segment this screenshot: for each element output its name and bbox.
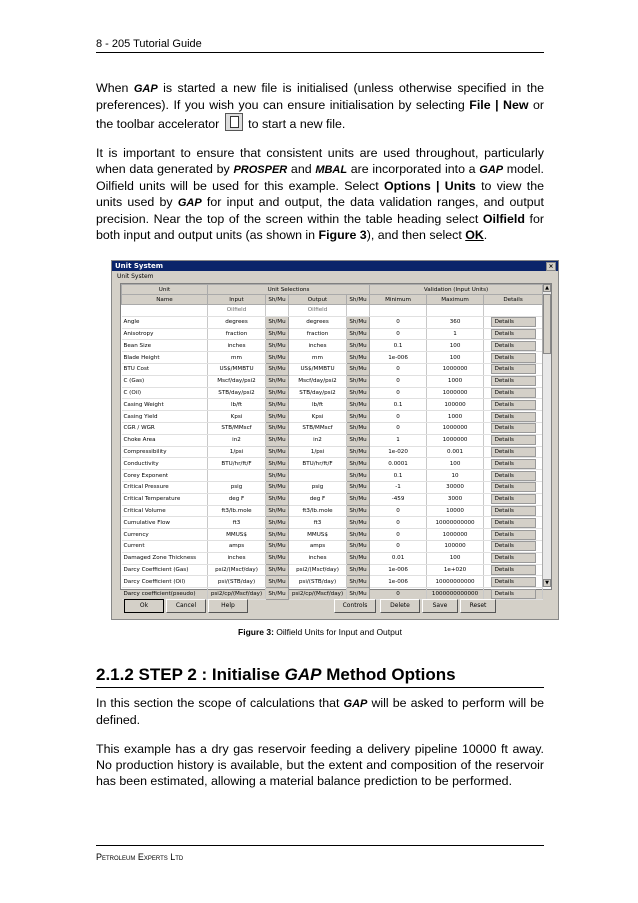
col-header-maximum: Maximum: [427, 295, 484, 305]
table-row: [122, 422, 543, 434]
maximum-cell[interactable]: 30000: [427, 481, 484, 493]
table-row: [122, 352, 543, 364]
shmu-input-button[interactable]: Sh/Mu: [266, 517, 289, 529]
details-cell: [484, 576, 543, 588]
unit-name-cell: Anisotropy: [122, 328, 208, 340]
shmu-input-button[interactable]: Sh/Mu: [266, 458, 289, 470]
details-cell: [484, 505, 543, 517]
details-button[interactable]: Details: [491, 400, 536, 410]
details-cell: [484, 517, 543, 529]
minimum-cell[interactable]: 0: [370, 588, 427, 600]
details-button[interactable]: Details: [491, 341, 536, 351]
details-cell: [484, 552, 543, 564]
unit-name-cell: Bean Size: [122, 340, 208, 352]
table-row: [122, 552, 543, 564]
minimum-cell[interactable]: 1: [370, 434, 427, 446]
page-header: 8 - 205 Tutorial Guide: [96, 38, 544, 53]
table-row: [122, 481, 543, 493]
shmu-input-button[interactable]: Sh/Mu: [266, 540, 289, 552]
close-button[interactable]: ×: [546, 262, 556, 271]
output-unit-cell[interactable]: Mscf/day/psi2: [289, 375, 347, 387]
details-button[interactable]: Details: [491, 565, 536, 575]
table-row: [122, 588, 543, 600]
units-table: [120, 283, 552, 597]
output-unit-system-select[interactable]: Oilfield: [289, 305, 347, 317]
input-unit-cell[interactable]: STB/day/psi2: [208, 387, 266, 399]
minimum-cell[interactable]: 0: [370, 375, 427, 387]
table-row: [122, 458, 543, 470]
table-row: [122, 470, 543, 482]
shmu-output-button[interactable]: Sh/Mu: [347, 363, 370, 375]
input-unit-cell[interactable]: psi2/cp/(Mscf/day): [208, 588, 266, 600]
output-unit-cell[interactable]: [289, 470, 347, 482]
maximum-cell[interactable]: 10000000000: [427, 517, 484, 529]
col-header-details: Details: [484, 295, 543, 305]
cancel-button[interactable]: Cancel: [166, 599, 206, 613]
maximum-cell[interactable]: 100: [427, 552, 484, 564]
shmu-input-button[interactable]: Sh/Mu: [266, 328, 289, 340]
shmu-output-button[interactable]: Sh/Mu: [347, 576, 370, 588]
output-unit-cell[interactable]: lb/ft: [289, 399, 347, 411]
minimum-cell[interactable]: -459: [370, 493, 427, 505]
minimum-cell[interactable]: 1e-006: [370, 352, 427, 364]
input-unit-cell[interactable]: lb/ft: [208, 399, 266, 411]
shmu-input-button[interactable]: Sh/Mu: [266, 352, 289, 364]
shmu-input-button[interactable]: Sh/Mu: [266, 470, 289, 482]
input-unit-cell[interactable]: Kpsi: [208, 411, 266, 423]
col-header-unit-selections: Unit Selections: [208, 285, 370, 295]
output-unit-cell[interactable]: psi/(STB/day): [289, 576, 347, 588]
details-cell: [484, 446, 543, 458]
table-row: [122, 387, 543, 399]
details-button[interactable]: Details: [491, 423, 536, 433]
shmu-output-button[interactable]: Sh/Mu: [347, 387, 370, 399]
minimum-cell[interactable]: 0.1: [370, 399, 427, 411]
unit-name-cell: Choke Area: [122, 434, 208, 446]
shmu-input-button[interactable]: Sh/Mu: [266, 411, 289, 423]
shmu-output-button[interactable]: Sh/Mu: [347, 340, 370, 352]
details-button[interactable]: Details: [491, 518, 536, 528]
controls-button[interactable]: Controls: [334, 599, 376, 613]
table-row: [122, 446, 543, 458]
unit-name-cell: C (Oil): [122, 387, 208, 399]
minimum-cell[interactable]: 0: [370, 411, 427, 423]
details-cell: [484, 481, 543, 493]
details-cell: [484, 352, 543, 364]
maximum-cell[interactable]: 1: [427, 328, 484, 340]
shmu-input-button[interactable]: Sh/Mu: [266, 387, 289, 399]
shmu-input-button[interactable]: Sh/Mu: [266, 340, 289, 352]
unit-name-cell: Current: [122, 540, 208, 552]
delete-button[interactable]: Delete: [380, 599, 420, 613]
unit-name-cell: Casing Yield: [122, 411, 208, 423]
unit-name-cell: Casing Weight: [122, 399, 208, 411]
details-cell: [484, 422, 543, 434]
shmu-output-button[interactable]: Sh/Mu: [347, 328, 370, 340]
input-unit-cell[interactable]: psig: [208, 481, 266, 493]
table-row: [122, 505, 543, 517]
maximum-cell[interactable]: 360: [427, 316, 484, 328]
maximum-cell[interactable]: 10: [427, 470, 484, 482]
maximum-cell[interactable]: 1000: [427, 411, 484, 423]
unit-name-cell: Blade Height: [122, 352, 208, 364]
output-unit-cell[interactable]: inches: [289, 340, 347, 352]
minimum-cell[interactable]: 0: [370, 505, 427, 517]
unit-system-dialog: [111, 260, 559, 620]
maximum-cell[interactable]: 3000: [427, 493, 484, 505]
input-unit-cell[interactable]: psi2/(Mscf/day): [208, 564, 266, 576]
input-unit-cell[interactable]: degrees: [208, 316, 266, 328]
unit-name-cell: CGR / WGR: [122, 422, 208, 434]
col-header-shmu-input: Sh/Mu: [266, 295, 289, 305]
minimum-cell[interactable]: 0: [370, 363, 427, 375]
input-unit-cell[interactable]: ft3/lb.mole: [208, 505, 266, 517]
details-button[interactable]: Details: [491, 494, 536, 504]
table-row: [122, 328, 543, 340]
col-header-output: Output: [289, 295, 347, 305]
output-unit-cell[interactable]: MMUS$: [289, 529, 347, 541]
shmu-output-button[interactable]: Sh/Mu: [347, 399, 370, 411]
group-title: Unit System: [117, 273, 154, 280]
unit-name-cell: Critical Temperature: [122, 493, 208, 505]
output-unit-cell[interactable]: STB/day/psi2: [289, 387, 347, 399]
minimum-cell[interactable]: 0: [370, 387, 427, 399]
input-unit-cell[interactable]: fraction: [208, 328, 266, 340]
input-unit-cell[interactable]: amps: [208, 540, 266, 552]
details-cell: [484, 363, 543, 375]
unit-name-cell: Critical Pressure: [122, 481, 208, 493]
shmu-output-button[interactable]: Sh/Mu: [347, 564, 370, 576]
details-button[interactable]: Details: [491, 364, 536, 374]
input-unit-cell[interactable]: [208, 470, 266, 482]
shmu-output-button[interactable]: Sh/Mu: [347, 375, 370, 387]
details-button[interactable]: Details: [491, 577, 536, 587]
minimum-cell[interactable]: 0.0001: [370, 458, 427, 470]
maximum-cell[interactable]: 0.001: [427, 446, 484, 458]
ok-button[interactable]: Ok: [124, 599, 164, 613]
minimum-cell[interactable]: 0: [370, 540, 427, 552]
minimum-cell[interactable]: 0: [370, 422, 427, 434]
maximum-cell[interactable]: 1000000: [427, 434, 484, 446]
scroll-thumb[interactable]: [543, 294, 551, 354]
dialog-titlebar: [112, 261, 558, 271]
input-unit-cell[interactable]: inches: [208, 340, 266, 352]
shmu-input-button[interactable]: Sh/Mu: [266, 493, 289, 505]
table-row: [122, 399, 543, 411]
table-row: [122, 375, 543, 387]
shmu-input-button[interactable]: Sh/Mu: [266, 552, 289, 564]
paragraph-scope: In this section the scope of calculations that GAP will be asked to perform will be defined.: [96, 696, 544, 727]
menu-options-units: Options | Units: [383, 179, 476, 193]
unit-name-cell: Conductivity: [122, 458, 208, 470]
input-unit-cell[interactable]: 1/psi: [208, 446, 266, 458]
col-header-input: Input: [208, 295, 266, 305]
maximum-cell[interactable]: 100: [427, 352, 484, 364]
input-unit-cell[interactable]: inches: [208, 552, 266, 564]
output-unit-cell[interactable]: deg F: [289, 493, 347, 505]
shmu-output-button[interactable]: Sh/Mu: [347, 493, 370, 505]
minimum-cell[interactable]: 0: [370, 316, 427, 328]
details-button[interactable]: Details: [491, 317, 536, 327]
unit-name-cell: BTU Cost: [122, 363, 208, 375]
details-button[interactable]: Details: [491, 589, 536, 599]
scroll-down-icon[interactable]: ▼: [543, 579, 551, 587]
minimum-cell[interactable]: 1e-006: [370, 576, 427, 588]
details-cell: [484, 588, 543, 600]
details-button[interactable]: Details: [491, 553, 536, 563]
details-cell: [484, 540, 543, 552]
shmu-input-button[interactable]: Sh/Mu: [266, 529, 289, 541]
shmu-output-button[interactable]: Sh/Mu: [347, 316, 370, 328]
maximum-cell[interactable]: 1000000: [427, 363, 484, 375]
shmu-output-button[interactable]: Sh/Mu: [347, 470, 370, 482]
unit-name-cell: Darcy Coefficient (Oil): [122, 576, 208, 588]
input-unit-cell[interactable]: deg F: [208, 493, 266, 505]
maximum-cell[interactable]: 1000000: [427, 387, 484, 399]
output-unit-cell[interactable]: BTU/hr/ft/F: [289, 458, 347, 470]
shmu-input-button[interactable]: Sh/Mu: [266, 316, 289, 328]
details-cell: [484, 470, 543, 482]
input-unit-cell[interactable]: BTU/hr/ft/F: [208, 458, 266, 470]
shmu-output-button[interactable]: Sh/Mu: [347, 481, 370, 493]
unit-name-cell: Critical Volume: [122, 505, 208, 517]
output-unit-cell[interactable]: psi2/(Mscf/day): [289, 564, 347, 576]
shmu-input-button[interactable]: Sh/Mu: [266, 446, 289, 458]
details-button[interactable]: Details: [491, 353, 536, 363]
output-unit-cell[interactable]: US$/MMBTU: [289, 363, 347, 375]
minimum-cell[interactable]: 0.1: [370, 470, 427, 482]
output-unit-cell[interactable]: ft3: [289, 517, 347, 529]
output-unit-cell[interactable]: STB/MMscf: [289, 422, 347, 434]
maximum-cell[interactable]: 100000: [427, 399, 484, 411]
paragraph-new-file: When GAP is started a new file is initialised (unless otherwise specified in the preferences). If you wish you can ensure initialisation by selecting File | New or the toolbar accelerator to start a new file.: [96, 81, 545, 131]
output-unit-cell[interactable]: fraction: [289, 328, 347, 340]
output-unit-cell[interactable]: mm: [289, 352, 347, 364]
details-cell: [484, 411, 543, 423]
shmu-input-button[interactable]: Sh/Mu: [266, 588, 289, 600]
input-unit-cell[interactable]: mm: [208, 352, 266, 364]
shmu-output-button[interactable]: Sh/Mu: [347, 517, 370, 529]
shmu-output-button[interactable]: Sh/Mu: [347, 588, 370, 600]
details-cell: [484, 458, 543, 470]
unit-name-cell: Angle: [122, 316, 208, 328]
output-unit-cell[interactable]: inches: [289, 552, 347, 564]
details-button[interactable]: Details: [491, 471, 536, 481]
details-cell: [484, 399, 543, 411]
details-cell: [484, 434, 543, 446]
input-unit-cell[interactable]: ft3: [208, 517, 266, 529]
unit-name-cell: Compressibility: [122, 446, 208, 458]
details-cell: [484, 564, 543, 576]
table-row: [122, 363, 543, 375]
unit-name-cell: C (Gas): [122, 375, 208, 387]
minimum-cell[interactable]: 1e-020: [370, 446, 427, 458]
help-button[interactable]: Help: [208, 599, 248, 613]
minimum-cell[interactable]: 0: [370, 328, 427, 340]
save-button[interactable]: Save: [422, 599, 458, 613]
table-row: [122, 411, 543, 423]
table-row: [122, 316, 543, 328]
dialog-title: Unit System: [115, 262, 164, 270]
maximum-cell[interactable]: 1e+020: [427, 564, 484, 576]
details-cell: [484, 387, 543, 399]
input-unit-system-select[interactable]: Oilfield: [208, 305, 266, 317]
shmu-output-button[interactable]: Sh/Mu: [347, 458, 370, 470]
details-button[interactable]: Details: [491, 412, 536, 422]
output-unit-cell[interactable]: psi2/cp/(Mscf/day): [289, 588, 347, 600]
input-unit-cell[interactable]: US$/MMBTU: [208, 363, 266, 375]
input-unit-cell[interactable]: psi/(STB/day): [208, 576, 266, 588]
table-row: [122, 517, 543, 529]
shmu-output-button[interactable]: Sh/Mu: [347, 446, 370, 458]
page-footer: Petroleum Experts Ltd: [96, 845, 544, 862]
shmu-input-button[interactable]: Sh/Mu: [266, 576, 289, 588]
shmu-output-button[interactable]: Sh/Mu: [347, 505, 370, 517]
details-button[interactable]: Details: [491, 506, 536, 516]
unit-name-cell: Darcy Coefficient (Gas): [122, 564, 208, 576]
shmu-input-button[interactable]: Sh/Mu: [266, 422, 289, 434]
paragraph-units: It is important to ensure that consistent units are used throughout, particularly when data generated by PROSPER and MBAL are incorporated into a GAP model. Oilfield units will be used for this example. Select Options | Units to view the units used by GAP for input and output, the data validation ranges, and output precision. Near the top of the screen within the table heading select Oilfield for both input and output units (as shown in Figure 3), and then select OK.: [96, 146, 544, 242]
scroll-up-icon[interactable]: ▲: [543, 284, 551, 292]
details-button[interactable]: Details: [491, 376, 536, 386]
shmu-input-button[interactable]: Sh/Mu: [266, 363, 289, 375]
details-button[interactable]: Details: [491, 435, 536, 445]
table-row: [122, 340, 543, 352]
details-button[interactable]: Details: [491, 329, 536, 339]
details-button[interactable]: Details: [491, 447, 536, 457]
paragraph-example: This example has a dry gas reservoir feeding a delivery pipeline 10000 ft away. No production history is available, but the extent and composition of the reservoir has been estimated, allowing a material balance prediction to be performed.: [96, 742, 544, 788]
input-unit-cell[interactable]: in2: [208, 434, 266, 446]
shmu-output-button[interactable]: Sh/Mu: [347, 540, 370, 552]
output-unit-cell[interactable]: Kpsi: [289, 411, 347, 423]
details-button[interactable]: Details: [491, 530, 536, 540]
details-cell: [484, 493, 543, 505]
details-cell: [484, 375, 543, 387]
dialog-button-row: [120, 599, 550, 613]
col-header-unit: Unit: [122, 285, 208, 295]
reset-button[interactable]: Reset: [460, 599, 496, 613]
details-cell: [484, 328, 543, 340]
maximum-cell[interactable]: 10000000000: [427, 576, 484, 588]
unit-name-cell: Corey Exponent: [122, 470, 208, 482]
maximum-cell[interactable]: 1000000000000: [427, 588, 484, 600]
shmu-input-button[interactable]: Sh/Mu: [266, 564, 289, 576]
shmu-input-button[interactable]: Sh/Mu: [266, 399, 289, 411]
output-unit-cell[interactable]: psig: [289, 481, 347, 493]
output-unit-cell[interactable]: degrees: [289, 316, 347, 328]
maximum-cell[interactable]: 1000000: [427, 422, 484, 434]
table-row: [122, 529, 543, 541]
col-header-validation: Validation (Input Units): [370, 285, 543, 295]
table-row: [122, 540, 543, 552]
unit-name-cell: Damaged Zone Thickness: [122, 552, 208, 564]
input-unit-cell[interactable]: Mscf/day/psi2: [208, 375, 266, 387]
shmu-output-button[interactable]: Sh/Mu: [347, 352, 370, 364]
new-file-icon: [225, 113, 243, 131]
shmu-input-button[interactable]: Sh/Mu: [266, 434, 289, 446]
table-row: [122, 434, 543, 446]
shmu-output-button[interactable]: Sh/Mu: [347, 529, 370, 541]
input-unit-cell[interactable]: MMUS$: [208, 529, 266, 541]
vertical-scrollbar[interactable]: [542, 284, 551, 587]
figure-caption: Figure 3: Oilfield Units for Input and Output: [238, 627, 402, 637]
maximum-cell[interactable]: 100: [427, 340, 484, 352]
table-row: [122, 576, 543, 588]
table-row: [122, 493, 543, 505]
unit-name-cell: Cumulative Flow: [122, 517, 208, 529]
minimum-cell[interactable]: -1: [370, 481, 427, 493]
section-heading: 2.1.2 STEP 2 : Initialise GAP Method Options: [96, 665, 544, 688]
shmu-output-button[interactable]: Sh/Mu: [347, 422, 370, 434]
details-button[interactable]: Details: [491, 482, 536, 492]
maximum-cell[interactable]: 100000: [427, 540, 484, 552]
minimum-cell[interactable]: 0.1: [370, 340, 427, 352]
shmu-output-button[interactable]: Sh/Mu: [347, 434, 370, 446]
unit-name-cell: Darcy coefficient(pseudo): [122, 588, 208, 600]
minimum-cell[interactable]: 1e-006: [370, 564, 427, 576]
output-unit-cell[interactable]: in2: [289, 434, 347, 446]
details-cell: [484, 529, 543, 541]
maximum-cell[interactable]: 1000: [427, 375, 484, 387]
details-button[interactable]: Details: [491, 459, 536, 469]
col-header-shmu-output: Sh/Mu: [347, 295, 370, 305]
col-header-minimum: Minimum: [370, 295, 427, 305]
output-unit-cell[interactable]: ft3/lb.mole: [289, 505, 347, 517]
shmu-output-button[interactable]: Sh/Mu: [347, 411, 370, 423]
maximum-cell[interactable]: 10000: [427, 505, 484, 517]
table-row: [122, 564, 543, 576]
maximum-cell[interactable]: 1000000: [427, 529, 484, 541]
shmu-input-button[interactable]: Sh/Mu: [266, 505, 289, 517]
menu-file-new: File | New: [469, 98, 529, 112]
output-unit-cell[interactable]: amps: [289, 540, 347, 552]
details-button[interactable]: Details: [491, 388, 536, 398]
input-unit-cell[interactable]: STB/MMscf: [208, 422, 266, 434]
minimum-cell[interactable]: 0.01: [370, 552, 427, 564]
minimum-cell[interactable]: 0: [370, 517, 427, 529]
shmu-input-button[interactable]: Sh/Mu: [266, 481, 289, 493]
details-cell: [484, 340, 543, 352]
details-cell: [484, 316, 543, 328]
col-header-name: Name: [122, 295, 208, 305]
shmu-input-button[interactable]: Sh/Mu: [266, 375, 289, 387]
minimum-cell[interactable]: 0: [370, 529, 427, 541]
shmu-output-button[interactable]: Sh/Mu: [347, 552, 370, 564]
maximum-cell[interactable]: 100: [427, 458, 484, 470]
details-button[interactable]: Details: [491, 541, 536, 551]
output-unit-cell[interactable]: 1/psi: [289, 446, 347, 458]
unit-name-cell: Currency: [122, 529, 208, 541]
